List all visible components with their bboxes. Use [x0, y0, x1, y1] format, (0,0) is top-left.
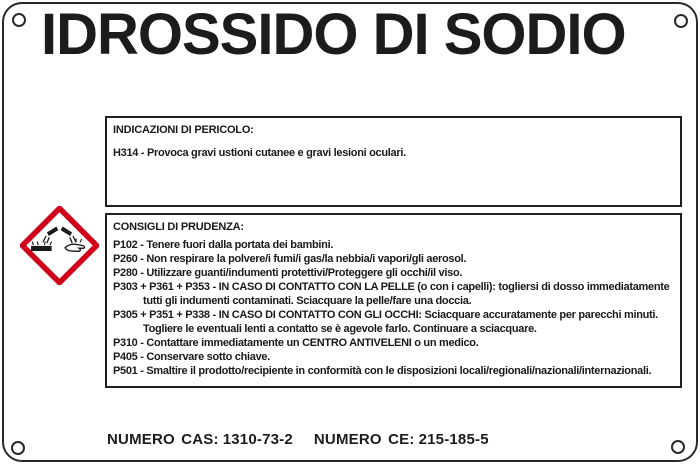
precaution-statement-p405: P405 - Conservare sotto chiave.: [113, 351, 270, 363]
hazard-box-header: INDICAZIONI DI PERICOLO:: [113, 124, 254, 136]
hazard-statement: H314 - Provoca gravi ustioni cutanee e gravi lesioni oculari.: [113, 147, 406, 159]
precaution-statement-p310: P310 - Contattare immediatamente un CENTRO ANTIVELENI o un medico.: [113, 337, 479, 349]
screw-hole-bottom-right: [671, 440, 685, 454]
identification-numbers: [107, 431, 493, 448]
precaution-statement-p280: P280 - Utilizzare guanti/indumenti protettivi/Proteggere gli occhi/il viso.: [113, 267, 463, 279]
ghs05-corrosion-pictogram: [20, 206, 99, 285]
cas-number-label: NUMERO CAS:: [107, 431, 219, 448]
cas-number-value: 1310-73-2: [222, 431, 293, 448]
precaution-statement-p501: P501 - Smaltire il prodotto/recipiente in conformità con le disposizioni locali/regionali/nazionali/internazionali.: [113, 365, 652, 377]
product-name-title: IDROSSIDO DI SODIO: [41, 2, 626, 67]
screw-hole-bottom-left: [11, 441, 25, 455]
precautionary-statements-box: [105, 213, 682, 388]
ghs05-corrosion-icon: [20, 206, 99, 285]
screw-hole-top-right: [674, 14, 688, 28]
ce-number-label: NUMERO CE:: [313, 431, 415, 448]
hazard-statements-box: [105, 116, 682, 207]
ce-number-value: 215-185-5: [418, 431, 489, 448]
precaution-statement-p303: P303 + P361 + P353 - IN CASO DI CONTATTO CON LA PELLE (o con i capelli): togliersi di dosso immediatamente tutti gli indumenti contaminati. Sciacquare la pelle/fare una doccia.: [113, 281, 670, 307]
precaution-statement-p260: P260 - Non respirare la polvere/i fumi/i gas/la nebbia/i vapori/gli aerosol.: [113, 253, 467, 265]
precaution-statement-p305: P305 + P351 + P338 - IN CASO DI CONTATTO CON GLI OCCHI: Sciacquare accuratamente per parecchi minuti. Togliere le eventuali lenti a contatto se è agevole farlo. Continuare a sciacquare.: [113, 309, 658, 335]
precaution-box-header: CONSIGLI DI PRUDENZA:: [113, 221, 244, 233]
screw-hole-top-left: [12, 13, 26, 27]
precaution-statement-p102: P102 - Tenere fuori dalla portata dei bambini.: [113, 239, 334, 251]
